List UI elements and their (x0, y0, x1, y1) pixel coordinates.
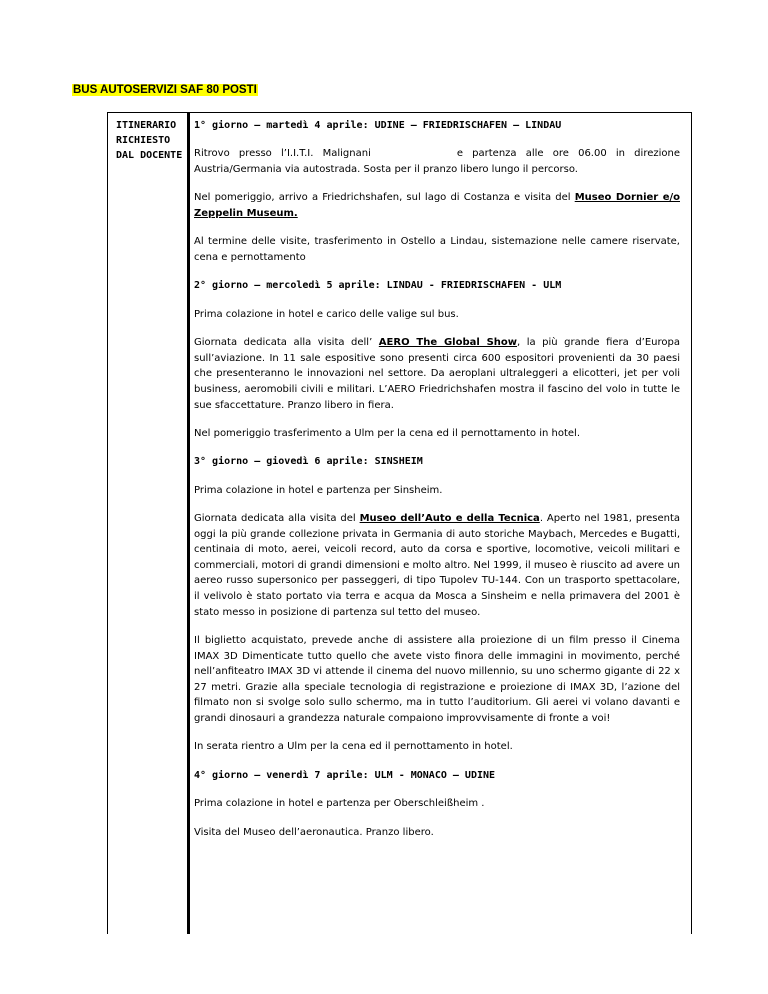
table-divider (187, 112, 190, 934)
day4-paragraph-1: Prima colazione in hotel e partenza per Oberschleißheim . (194, 798, 485, 810)
day3-paragraph-1: Prima colazione in hotel e partenza per Sinsheim. (194, 484, 443, 496)
aero-show-link: AERO The Global Show (378, 337, 518, 349)
day3-p2-end: . Aperto nel 1981, presenta oggi la più grande collezione privata in Germania di auto storiche Maybach, Mercedes e Bugatti, centinaia di moto, aerei, veicoli record, auto da corsa e sportive, locomotive, veicoli militari e commerciali, motori di grandi dimensioni e molto altro. Nel 1999, il museo è riuscito ad avere un aereo russo supersonico per passeggeri, di tipo Tupolev TU-144. Con un trasporto spettacolare, il velivolo è stato portato via terra e acqua da Mosca a Sinsheim e nella primavera del 2001 è stato messo in posizione di partenza sul tetto del museo. (194, 513, 680, 618)
day2-p2-start: Giornata dedicata alla visita dell’ (194, 337, 379, 349)
day1-paragraph-2 (194, 190, 680, 221)
day4-title: 4° giorno – venerdì 7 aprile: ULM - MONACO – UDINE (194, 769, 496, 781)
day1-paragraph-3: Al termine delle visite, trasferimento in Ostello a Lindau, sistemazione nelle camere riservate, cena e pernottamento (194, 236, 680, 263)
museum-dornier-link: Museo Dornier e/o Zeppelin Museum. (194, 192, 680, 219)
day1-paragraph-1 (194, 146, 680, 177)
day4-paragraph-2: Visita del Museo dell’aeronautica. Pranzo libero. (194, 826, 434, 838)
day3-paragraph-4: In serata rientro a Ulm per la cena ed il pernottamento in hotel. (194, 741, 513, 753)
day1-p1-end: e partenza alle ore 06.00 in direzione Austria/Germania via autostrada. Sosta per il pranzo libero lungo il percorso. (194, 148, 680, 175)
day2-title: 2° giorno – mercoledì 5 aprile: LINDAU - FRIEDRISCHAFEN - ULM (194, 280, 562, 292)
day2-paragraph-2 (194, 335, 680, 413)
day2-paragraph-1: Prima colazione in hotel e carico delle valige sul bus. (194, 308, 459, 320)
museum-auto-link: Museo dell’Auto e della Tecnica (359, 513, 540, 525)
day1-p2-text: Nel pomeriggio, arrivo a Friedrichshafen, sul lago di Costanza e visita del (194, 192, 575, 204)
day3-title: 3° giorno – giovedì 6 aprile: SINSHEIM (194, 456, 423, 468)
day1-title: 1° giorno – martedì 4 aprile: UDINE – FRIEDRISCHAFEN – LINDAU (194, 120, 562, 131)
table-border-top (107, 112, 692, 113)
itinerary-content (194, 118, 680, 853)
day2-p2-end: , la più grande fiera d’Europa sull’aviazione. In 11 sale espositive sono presenti circa 600 espositori provenienti da 30 paesi che presenteranno le innovazioni nel settore. Da aeroplani ultraleggeri a elicotteri, jet per voli business, aeromobili civili e militari. L’AERO Friedrichshafen mostra il fascino del volo in tutte le sue sfaccettature. Pranzo libero in fiera. (194, 337, 680, 411)
day2-paragraph-3: Nel pomeriggio trasferimento a Ulm per la cena ed il pernottamento in hotel. (194, 427, 580, 439)
day3-p2-start: Giornata dedicata alla visita del (194, 513, 360, 525)
table-border-left (107, 112, 108, 934)
itinerary-label: ITINERARIO RICHIESTO DAL DOCENTE (116, 120, 183, 161)
day1-p1-start: Ritrovo presso l’I.I.T.I. Malignani (194, 148, 371, 160)
day3-paragraph-3: Il biglietto acquistato, prevede anche di assistere alla proiezione di un film presso il Cinema IMAX 3D Dimenticate tutto quello che avete visto finora delle immagini in movimento, perché nell’anfiteatro IMAX 3D vi attende il cinema del nuovo millennio, su uno schermo gigante di 22 x 27 metri. Grazie alla speciale tecnologia di registrazione e proiezione di IMAX 3D, l’azione del filmato non si svolge solo sullo schermo, ma in tutto l’auditorium. Gli aerei vi volano davanti e grandi dinosauri a grandezza naturale compaiono improvvisamente di fronte a voi! (194, 635, 680, 724)
table-border-right (691, 112, 692, 934)
document-heading: BUS AUTOSERVIZI SAF 80 POSTI (73, 84, 257, 96)
day3-paragraph-2 (194, 511, 680, 620)
